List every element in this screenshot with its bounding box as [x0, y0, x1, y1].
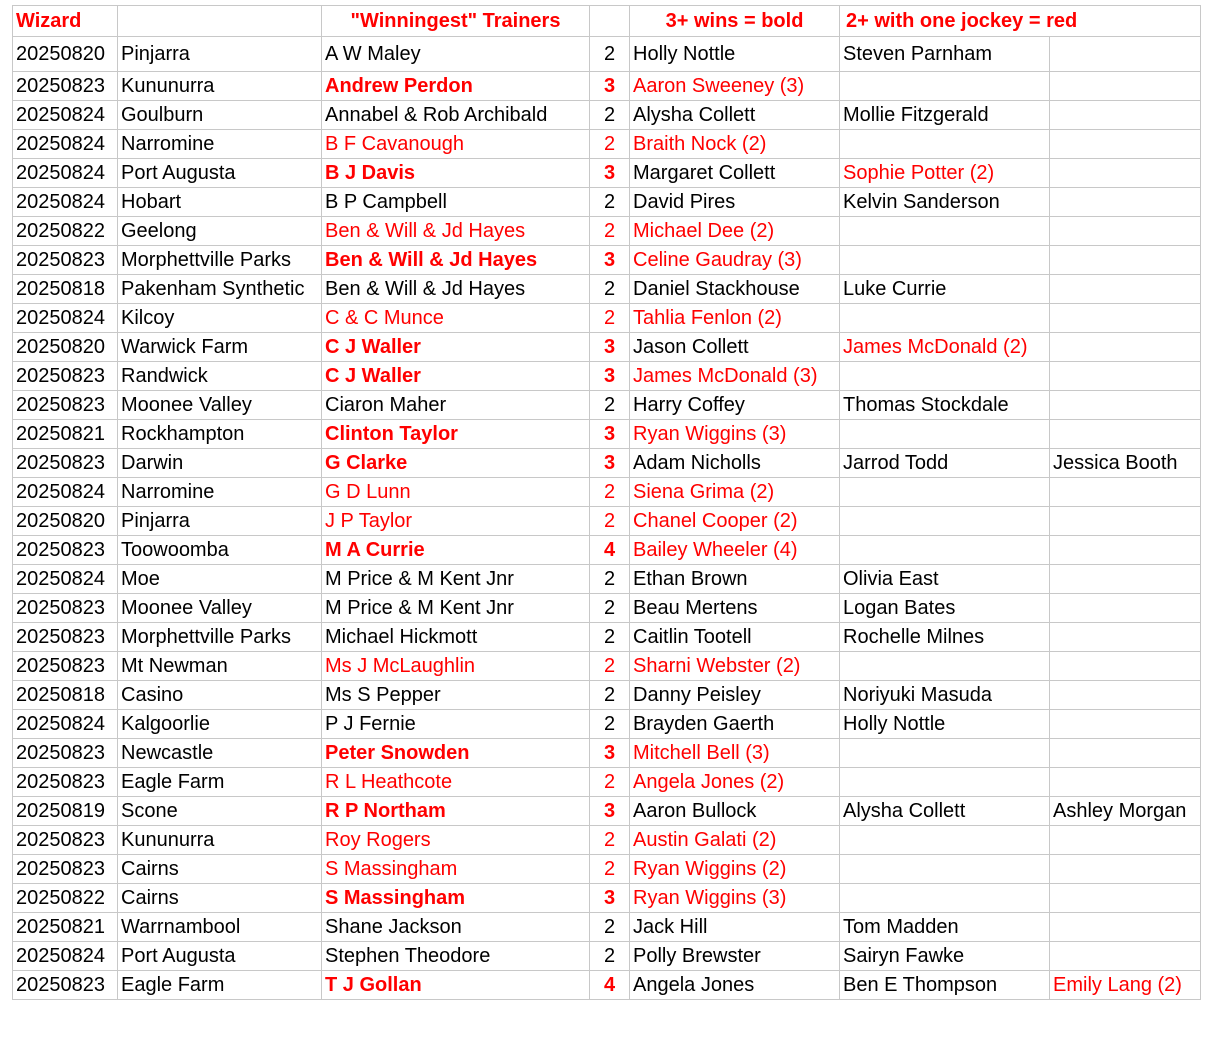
trainer-cell[interactable]: S Massingham — [322, 884, 590, 913]
trainer-cell[interactable]: Annabel & Rob Archibald — [322, 101, 590, 130]
track-cell[interactable]: Randwick — [118, 362, 322, 391]
jockey-1-cell[interactable]: Caitlin Tootell — [630, 623, 840, 652]
jockey-3-cell[interactable] — [1050, 275, 1201, 304]
jockey-3-cell[interactable] — [1050, 362, 1201, 391]
header-red-rule[interactable]: 2+ with one jockey = red — [840, 6, 1201, 37]
wins-cell[interactable]: 2 — [590, 710, 630, 739]
track-cell[interactable]: Hobart — [118, 188, 322, 217]
wins-cell[interactable]: 2 — [590, 913, 630, 942]
track-cell[interactable]: Pinjarra — [118, 507, 322, 536]
wins-cell[interactable]: 2 — [590, 652, 630, 681]
jockey-3-cell[interactable]: Ashley Morgan — [1050, 797, 1201, 826]
jockey-3-cell[interactable] — [1050, 536, 1201, 565]
header-empty-cell[interactable] — [118, 6, 322, 37]
jockey-2-cell[interactable] — [840, 246, 1050, 275]
jockey-3-cell[interactable] — [1050, 768, 1201, 797]
table-row — [13, 913, 1201, 942]
jockey-3-cell[interactable] — [1050, 420, 1201, 449]
header-wizard[interactable]: Wizard — [13, 6, 118, 37]
trainer-cell[interactable]: Andrew Perdon — [322, 72, 590, 101]
table-row — [13, 797, 1201, 826]
wins-cell[interactable]: 2 — [590, 826, 630, 855]
jockey-3-cell[interactable] — [1050, 507, 1201, 536]
wins-cell[interactable]: 2 — [590, 37, 630, 72]
jockey-1-cell[interactable]: Beau Mertens — [630, 594, 840, 623]
jockey-2-cell[interactable] — [840, 507, 1050, 536]
date-cell[interactable]: 20250823 — [13, 449, 118, 478]
date-cell[interactable]: 20250824 — [13, 478, 118, 507]
track-cell[interactable]: Kununurra — [118, 72, 322, 101]
date-cell[interactable]: 20250823 — [13, 72, 118, 101]
table-row — [13, 130, 1201, 159]
trainer-cell[interactable]: A W Maley — [322, 37, 590, 72]
trainer-cell[interactable]: Ben & Will & Jd Hayes — [322, 246, 590, 275]
track-cell[interactable]: Eagle Farm — [118, 768, 322, 797]
jockey-3-cell[interactable] — [1050, 478, 1201, 507]
jockey-3-cell[interactable] — [1050, 37, 1201, 72]
trainer-cell[interactable]: Ciaron Maher — [322, 391, 590, 420]
track-cell[interactable]: Moonee Valley — [118, 391, 322, 420]
date-cell[interactable]: 20250824 — [13, 188, 118, 217]
jockey-3-cell[interactable] — [1050, 565, 1201, 594]
jockey-3-cell[interactable] — [1050, 623, 1201, 652]
jockey-3-cell[interactable] — [1050, 159, 1201, 188]
wins-cell[interactable]: 2 — [590, 275, 630, 304]
trainer-cell[interactable]: Roy Rogers — [322, 826, 590, 855]
jockey-1-cell[interactable]: James McDonald (3) — [630, 362, 840, 391]
jockey-1-cell[interactable]: Austin Galati (2) — [630, 826, 840, 855]
table-row — [13, 72, 1201, 101]
trainer-cell[interactable]: Ms S Pepper — [322, 681, 590, 710]
jockey-3-cell[interactable] — [1050, 710, 1201, 739]
jockey-1-cell[interactable]: Polly Brewster — [630, 942, 840, 971]
trainer-cell[interactable]: R P Northam — [322, 797, 590, 826]
wins-cell[interactable]: 2 — [590, 681, 630, 710]
jockey-2-cell[interactable]: Kelvin Sanderson — [840, 188, 1050, 217]
table-row — [13, 101, 1201, 130]
jockey-1-cell[interactable]: Alysha Collett — [630, 101, 840, 130]
wins-cell[interactable]: 2 — [590, 594, 630, 623]
date-cell[interactable]: 20250822 — [13, 217, 118, 246]
track-cell[interactable]: Warrnambool — [118, 913, 322, 942]
wins-cell[interactable]: 2 — [590, 942, 630, 971]
wins-cell[interactable]: 2 — [590, 217, 630, 246]
date-cell[interactable]: 20250818 — [13, 681, 118, 710]
jockey-2-cell[interactable]: Olivia East — [840, 565, 1050, 594]
trainer-cell[interactable]: T J Gollan — [322, 971, 590, 1000]
date-cell[interactable]: 20250823 — [13, 594, 118, 623]
trainer-cell[interactable]: Stephen Theodore — [322, 942, 590, 971]
table-row — [13, 304, 1201, 333]
wins-cell[interactable]: 3 — [590, 333, 630, 362]
trainer-cell[interactable]: S Massingham — [322, 855, 590, 884]
date-cell[interactable]: 20250824 — [13, 710, 118, 739]
jockey-2-cell[interactable] — [840, 652, 1050, 681]
table-row — [13, 942, 1201, 971]
jockey-2-cell[interactable] — [840, 478, 1050, 507]
wins-cell[interactable]: 2 — [590, 478, 630, 507]
jockey-3-cell[interactable] — [1050, 130, 1201, 159]
date-cell[interactable]: 20250823 — [13, 536, 118, 565]
jockey-2-cell[interactable]: Logan Bates — [840, 594, 1050, 623]
table-row — [13, 681, 1201, 710]
date-cell[interactable]: 20250823 — [13, 246, 118, 275]
date-cell[interactable]: 20250820 — [13, 333, 118, 362]
track-cell[interactable]: Eagle Farm — [118, 971, 322, 1000]
wins-cell[interactable]: 3 — [590, 420, 630, 449]
trainer-cell[interactable]: Ms J McLaughlin — [322, 652, 590, 681]
wins-cell[interactable]: 2 — [590, 855, 630, 884]
jockey-1-cell[interactable]: Jason Collett — [630, 333, 840, 362]
jockey-2-cell[interactable] — [840, 739, 1050, 768]
jockey-1-cell[interactable]: Margaret Collett — [630, 159, 840, 188]
jockey-3-cell[interactable] — [1050, 942, 1201, 971]
trainer-cell[interactable]: B J Davis — [322, 159, 590, 188]
jockey-3-cell[interactable] — [1050, 594, 1201, 623]
trainers-table — [12, 5, 1201, 1000]
table-row — [13, 855, 1201, 884]
wins-cell[interactable]: 3 — [590, 797, 630, 826]
wins-cell[interactable]: 3 — [590, 159, 630, 188]
jockey-2-cell[interactable]: Thomas Stockdale — [840, 391, 1050, 420]
wins-cell[interactable]: 2 — [590, 565, 630, 594]
track-cell[interactable]: Morphettville Parks — [118, 246, 322, 275]
trainer-cell[interactable]: M A Currie — [322, 536, 590, 565]
track-cell[interactable]: Kilcoy — [118, 304, 322, 333]
trainer-cell[interactable]: M Price & M Kent Jnr — [322, 565, 590, 594]
trainer-cell[interactable]: M Price & M Kent Jnr — [322, 594, 590, 623]
jockey-2-cell[interactable]: Noriyuki Masuda — [840, 681, 1050, 710]
jockey-1-cell[interactable]: Jack Hill — [630, 913, 840, 942]
jockey-1-cell[interactable]: Harry Coffey — [630, 391, 840, 420]
jockey-3-cell[interactable] — [1050, 913, 1201, 942]
jockey-3-cell[interactable]: Emily Lang (2) — [1050, 971, 1201, 1000]
trainer-cell[interactable]: Michael Hickmott — [322, 623, 590, 652]
table-row — [13, 188, 1201, 217]
jockey-1-cell[interactable]: Adam Nicholls — [630, 449, 840, 478]
table-row — [13, 217, 1201, 246]
trainer-cell[interactable]: R L Heathcote — [322, 768, 590, 797]
date-cell[interactable]: 20250823 — [13, 391, 118, 420]
jockey-2-cell[interactable]: Tom Madden — [840, 913, 1050, 942]
date-cell[interactable]: 20250821 — [13, 420, 118, 449]
date-cell[interactable]: 20250820 — [13, 37, 118, 72]
date-cell[interactable]: 20250819 — [13, 797, 118, 826]
wins-cell[interactable]: 2 — [590, 188, 630, 217]
table-row — [13, 159, 1201, 188]
jockey-2-cell[interactable] — [840, 72, 1050, 101]
jockey-2-cell[interactable] — [840, 130, 1050, 159]
jockey-2-cell[interactable]: Luke Currie — [840, 275, 1050, 304]
jockey-3-cell[interactable] — [1050, 246, 1201, 275]
date-cell[interactable]: 20250823 — [13, 826, 118, 855]
jockey-2-cell[interactable] — [840, 768, 1050, 797]
trainer-cell[interactable]: C J Waller — [322, 333, 590, 362]
jockey-3-cell[interactable] — [1050, 681, 1201, 710]
date-cell[interactable]: 20250823 — [13, 623, 118, 652]
jockey-2-cell[interactable]: Ben E Thompson — [840, 971, 1050, 1000]
track-cell[interactable]: Rockhampton — [118, 420, 322, 449]
trainer-cell[interactable]: P J Fernie — [322, 710, 590, 739]
wins-cell[interactable]: 4 — [590, 971, 630, 1000]
jockey-1-cell[interactable]: Brayden Gaerth — [630, 710, 840, 739]
wins-cell[interactable]: 2 — [590, 304, 630, 333]
trainer-cell[interactable]: Clinton Taylor — [322, 420, 590, 449]
track-cell[interactable]: Darwin — [118, 449, 322, 478]
table-row — [13, 536, 1201, 565]
jockey-1-cell[interactable]: Holly Nottle — [630, 37, 840, 72]
jockey-2-cell[interactable] — [840, 217, 1050, 246]
wins-cell[interactable]: 4 — [590, 536, 630, 565]
jockey-1-cell[interactable]: Sharni Webster (2) — [630, 652, 840, 681]
table-row — [13, 826, 1201, 855]
jockey-1-cell[interactable]: Aaron Bullock — [630, 797, 840, 826]
track-cell[interactable]: Port Augusta — [118, 942, 322, 971]
jockey-2-cell[interactable] — [840, 420, 1050, 449]
jockey-2-cell[interactable]: Sairyn Fawke — [840, 942, 1050, 971]
jockey-1-cell[interactable]: Braith Nock (2) — [630, 130, 840, 159]
track-cell[interactable]: Toowoomba — [118, 536, 322, 565]
wins-cell[interactable]: 3 — [590, 884, 630, 913]
track-cell[interactable]: Pakenham Synthetic — [118, 275, 322, 304]
table-row — [13, 478, 1201, 507]
jockey-2-cell[interactable]: James McDonald (2) — [840, 333, 1050, 362]
jockey-2-cell[interactable] — [840, 884, 1050, 913]
table-row — [13, 739, 1201, 768]
jockey-2-cell[interactable] — [840, 536, 1050, 565]
jockey-1-cell[interactable]: David Pires — [630, 188, 840, 217]
jockey-1-cell[interactable]: Ryan Wiggins (3) — [630, 420, 840, 449]
trainer-cell[interactable]: Shane Jackson — [322, 913, 590, 942]
jockey-1-cell[interactable]: Mitchell Bell (3) — [630, 739, 840, 768]
jockey-2-cell[interactable]: Rochelle Milnes — [840, 623, 1050, 652]
jockey-3-cell[interactable] — [1050, 72, 1201, 101]
header-trainers[interactable]: "Winningest" Trainers — [322, 6, 590, 37]
date-cell[interactable]: 20250818 — [13, 275, 118, 304]
date-cell[interactable]: 20250821 — [13, 913, 118, 942]
table-row — [13, 507, 1201, 536]
trainer-cell[interactable]: B P Campbell — [322, 188, 590, 217]
track-cell[interactable]: Cairns — [118, 884, 322, 913]
jockey-1-cell[interactable]: Celine Gaudray (3) — [630, 246, 840, 275]
track-cell[interactable]: Casino — [118, 681, 322, 710]
date-cell[interactable]: 20250824 — [13, 304, 118, 333]
jockey-3-cell[interactable] — [1050, 188, 1201, 217]
jockey-1-cell[interactable]: Angela Jones — [630, 971, 840, 1000]
jockey-1-cell[interactable]: Ryan Wiggins (3) — [630, 884, 840, 913]
trainer-cell[interactable]: Ben & Will & Jd Hayes — [322, 275, 590, 304]
table-row — [13, 710, 1201, 739]
jockey-1-cell[interactable]: Bailey Wheeler (4) — [630, 536, 840, 565]
track-cell[interactable]: Scone — [118, 797, 322, 826]
trainer-cell[interactable]: Peter Snowden — [322, 739, 590, 768]
jockey-1-cell[interactable]: Danny Peisley — [630, 681, 840, 710]
trainer-cell[interactable]: Ben & Will & Jd Hayes — [322, 217, 590, 246]
table-row — [13, 652, 1201, 681]
date-cell[interactable]: 20250823 — [13, 739, 118, 768]
jockey-2-cell[interactable]: Jarrod Todd — [840, 449, 1050, 478]
date-cell[interactable]: 20250824 — [13, 565, 118, 594]
track-cell[interactable]: Narromine — [118, 130, 322, 159]
jockey-2-cell[interactable]: Mollie Fitzgerald — [840, 101, 1050, 130]
table-row — [13, 971, 1201, 1000]
header-empty-cell[interactable] — [590, 6, 630, 37]
jockey-3-cell[interactable] — [1050, 333, 1201, 362]
jockey-3-cell[interactable] — [1050, 884, 1201, 913]
track-cell[interactable]: Goulburn — [118, 101, 322, 130]
jockey-2-cell[interactable]: Alysha Collett — [840, 797, 1050, 826]
jockey-1-cell[interactable]: Angela Jones (2) — [630, 768, 840, 797]
trainer-cell[interactable]: B F Cavanough — [322, 130, 590, 159]
date-cell[interactable]: 20250823 — [13, 855, 118, 884]
jockey-1-cell[interactable]: Michael Dee (2) — [630, 217, 840, 246]
jockey-2-cell[interactable] — [840, 855, 1050, 884]
jockey-2-cell[interactable] — [840, 304, 1050, 333]
table-row — [13, 594, 1201, 623]
jockey-2-cell[interactable]: Steven Parnham — [840, 37, 1050, 72]
trainer-cell[interactable]: C J Waller — [322, 362, 590, 391]
track-cell[interactable]: Kununurra — [118, 826, 322, 855]
track-cell[interactable]: Moonee Valley — [118, 594, 322, 623]
jockey-2-cell[interactable]: Holly Nottle — [840, 710, 1050, 739]
date-cell[interactable]: 20250823 — [13, 971, 118, 1000]
date-cell[interactable]: 20250822 — [13, 884, 118, 913]
wins-cell[interactable]: 2 — [590, 623, 630, 652]
wins-cell[interactable]: 2 — [590, 391, 630, 420]
table-row — [13, 246, 1201, 275]
date-cell[interactable]: 20250824 — [13, 159, 118, 188]
wins-cell[interactable]: 3 — [590, 362, 630, 391]
header-row — [13, 6, 1201, 37]
track-cell[interactable]: Port Augusta — [118, 159, 322, 188]
jockey-1-cell[interactable]: Siena Grima (2) — [630, 478, 840, 507]
track-cell[interactable]: Kalgoorlie — [118, 710, 322, 739]
trainer-cell[interactable]: J P Taylor — [322, 507, 590, 536]
wins-cell[interactable]: 3 — [590, 246, 630, 275]
date-cell[interactable]: 20250824 — [13, 101, 118, 130]
jockey-1-cell[interactable]: Ethan Brown — [630, 565, 840, 594]
date-cell[interactable]: 20250823 — [13, 768, 118, 797]
date-cell[interactable]: 20250824 — [13, 942, 118, 971]
track-cell[interactable]: Pinjarra — [118, 37, 322, 72]
jockey-3-cell[interactable]: Jessica Booth — [1050, 449, 1201, 478]
date-cell[interactable]: 20250820 — [13, 507, 118, 536]
table-row — [13, 565, 1201, 594]
track-cell[interactable]: Moe — [118, 565, 322, 594]
date-cell[interactable]: 20250823 — [13, 652, 118, 681]
trainer-cell[interactable]: C & C Munce — [322, 304, 590, 333]
jockey-2-cell[interactable] — [840, 362, 1050, 391]
jockey-3-cell[interactable] — [1050, 217, 1201, 246]
jockey-2-cell[interactable] — [840, 826, 1050, 855]
trainer-cell[interactable]: G Clarke — [322, 449, 590, 478]
jockey-3-cell[interactable] — [1050, 739, 1201, 768]
jockey-1-cell[interactable]: Tahlia Fenlon (2) — [630, 304, 840, 333]
jockey-1-cell[interactable]: Aaron Sweeney (3) — [630, 72, 840, 101]
header-bold-rule[interactable]: 3+ wins = bold — [630, 6, 840, 37]
jockey-3-cell[interactable] — [1050, 855, 1201, 884]
track-cell[interactable]: Warwick Farm — [118, 333, 322, 362]
jockey-1-cell[interactable]: Ryan Wiggins (2) — [630, 855, 840, 884]
table-row — [13, 449, 1201, 478]
table-row — [13, 884, 1201, 913]
jockey-1-cell[interactable]: Chanel Cooper (2) — [630, 507, 840, 536]
table-row — [13, 420, 1201, 449]
track-cell[interactable]: Morphettville Parks — [118, 623, 322, 652]
wins-cell[interactable]: 2 — [590, 130, 630, 159]
jockey-2-cell[interactable]: Sophie Potter (2) — [840, 159, 1050, 188]
jockey-3-cell[interactable] — [1050, 101, 1201, 130]
track-cell[interactable]: Geelong — [118, 217, 322, 246]
wins-cell[interactable]: 3 — [590, 739, 630, 768]
trainer-cell[interactable]: G D Lunn — [322, 478, 590, 507]
table-row — [13, 391, 1201, 420]
track-cell[interactable]: Narromine — [118, 478, 322, 507]
wins-cell[interactable]: 2 — [590, 768, 630, 797]
date-cell[interactable]: 20250824 — [13, 130, 118, 159]
wins-cell[interactable]: 2 — [590, 507, 630, 536]
table-row — [13, 362, 1201, 391]
table-row — [13, 623, 1201, 652]
wins-cell[interactable]: 3 — [590, 72, 630, 101]
wins-cell[interactable]: 3 — [590, 449, 630, 478]
table-row — [13, 37, 1201, 72]
track-cell[interactable]: Newcastle — [118, 739, 322, 768]
track-cell[interactable]: Cairns — [118, 855, 322, 884]
table-row — [13, 768, 1201, 797]
wins-cell[interactable]: 2 — [590, 101, 630, 130]
track-cell[interactable]: Mt Newman — [118, 652, 322, 681]
jockey-1-cell[interactable]: Daniel Stackhouse — [630, 275, 840, 304]
jockey-3-cell[interactable] — [1050, 652, 1201, 681]
date-cell[interactable]: 20250823 — [13, 362, 118, 391]
jockey-3-cell[interactable] — [1050, 304, 1201, 333]
table-row — [13, 333, 1201, 362]
jockey-3-cell[interactable] — [1050, 826, 1201, 855]
table-row — [13, 275, 1201, 304]
jockey-3-cell[interactable] — [1050, 391, 1201, 420]
